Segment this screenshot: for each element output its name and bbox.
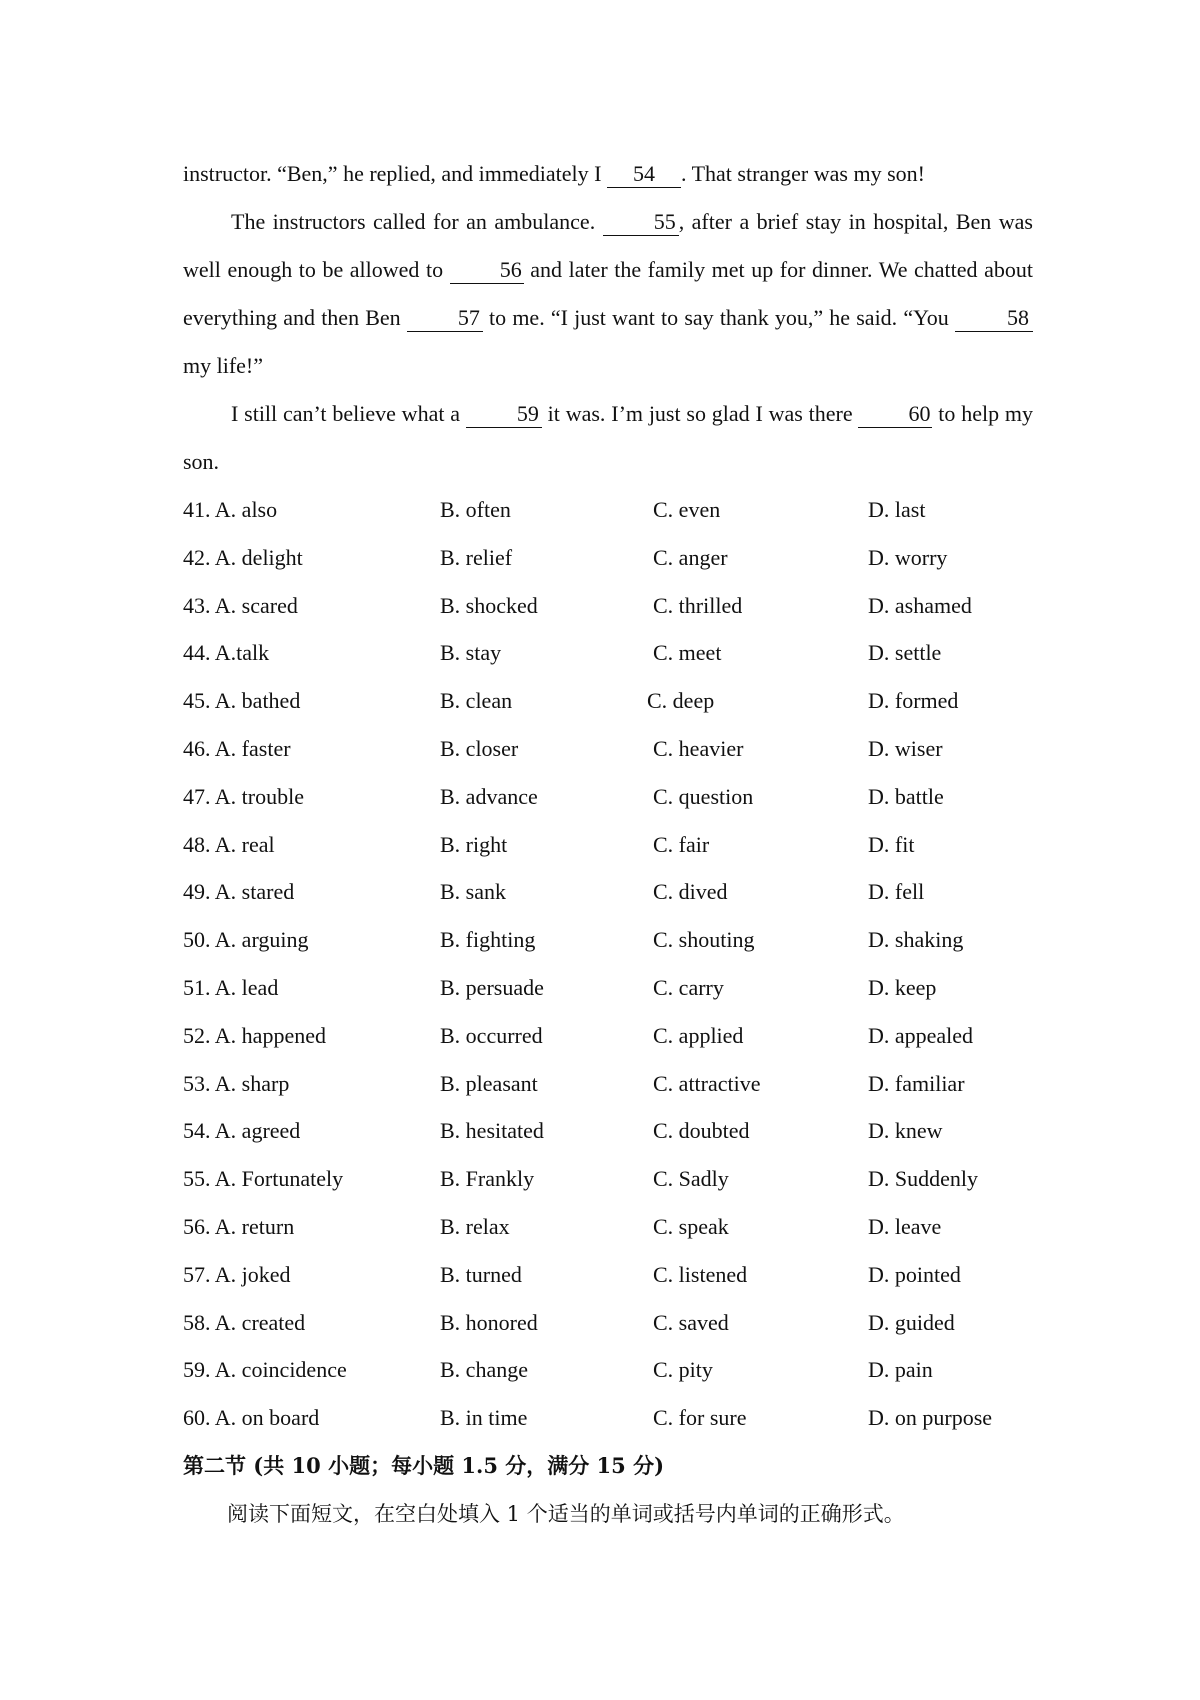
option-d: D. settle	[868, 640, 942, 666]
option-d: D. knew	[868, 1118, 943, 1144]
option-row	[183, 1394, 1033, 1442]
option-d: D. leave	[868, 1213, 942, 1239]
option-d: D. Suddenly	[868, 1166, 978, 1192]
option-c: C. attractive	[653, 1070, 761, 1096]
option-b: B. relief	[440, 544, 513, 570]
option-a: 48. A. real	[183, 831, 275, 857]
option-b: B. clean	[440, 688, 513, 714]
option-c: C. speak	[653, 1213, 729, 1239]
passage-text: it was. I’m just so glad I was there	[541, 401, 859, 426]
option-a: 57. A. joked	[183, 1261, 291, 1287]
blank-56: 56	[450, 257, 524, 284]
option-d: D. battle	[868, 783, 944, 809]
option-d: D. familiar	[868, 1070, 965, 1096]
option-c: C. even	[653, 497, 721, 522]
option-c: C. anger	[653, 544, 728, 570]
option-a: 53. A. sharp	[183, 1070, 290, 1096]
option-row	[183, 582, 1033, 630]
option-row	[183, 821, 1033, 869]
option-row	[183, 1299, 1033, 1347]
option-c: C. carry	[653, 974, 724, 1000]
option-d: D. appealed	[868, 1022, 974, 1048]
option-a: 44. A.talk	[183, 640, 270, 666]
blank-54: 54	[607, 161, 681, 188]
option-c: C. doubted	[653, 1118, 750, 1144]
option-a: 52. A. happened	[183, 1022, 326, 1048]
option-d: D. ashamed	[868, 592, 972, 618]
option-c: C. applied	[653, 1022, 744, 1048]
passage-text: , after a brief stay in hospital, Ben was well enough to be allowed to	[183, 209, 1033, 282]
option-b: B. occurred	[440, 1022, 543, 1048]
option-a: 58. A. created	[183, 1309, 306, 1335]
option-row	[183, 868, 1033, 916]
option-a: 46. A. faster	[183, 735, 291, 761]
passage-text: my life!”	[183, 353, 264, 378]
option-b: B. hesitated	[440, 1118, 544, 1144]
option-c: C. heavier	[653, 735, 744, 761]
option-a: 47. A. trouble	[183, 783, 304, 809]
option-b: B. stay	[440, 640, 502, 666]
option-c: C. shouting	[653, 927, 755, 953]
option-a: 43. A. scared	[183, 592, 298, 618]
option-c: C. saved	[653, 1309, 729, 1335]
passage-text: . That stranger was my son!	[680, 161, 925, 186]
option-c: C. pity	[653, 1357, 713, 1383]
option-b: B. turned	[440, 1261, 522, 1287]
option-a: 60. A. on board	[183, 1405, 320, 1431]
blank-60: 60	[858, 401, 932, 428]
option-d: D. guided	[868, 1309, 955, 1335]
option-c: C. fair	[653, 831, 710, 857]
option-c: C. question	[653, 783, 754, 809]
option-a: 42. A. delight	[183, 544, 303, 570]
option-a: 41. A. also	[183, 497, 278, 522]
option-row	[183, 1203, 1033, 1251]
option-d: D. fell	[868, 879, 925, 905]
blank-58: 58	[955, 305, 1033, 332]
blank-59: 59	[466, 401, 542, 428]
option-row	[183, 1155, 1033, 1203]
option-b: B. often	[440, 497, 511, 522]
option-a: 45. A. bathed	[183, 688, 301, 714]
option-b: B. relax	[440, 1213, 510, 1239]
option-c: C. dived	[653, 879, 728, 905]
option-b: B. fighting	[440, 927, 536, 953]
option-d: D. wiser	[868, 735, 943, 761]
option-c: C. Sadly	[653, 1166, 729, 1192]
option-b: B. shocked	[440, 592, 538, 618]
option-d: D. worry	[868, 544, 948, 570]
passage-paragraph-3	[183, 390, 1033, 486]
option-a: 54. A. agreed	[183, 1118, 301, 1144]
option-row	[183, 1060, 1033, 1108]
option-a: 51. A. lead	[183, 974, 279, 1000]
exam-page	[183, 150, 1033, 1538]
option-b: B. sank	[440, 879, 506, 905]
option-b: B. closer	[440, 735, 519, 761]
option-d: D. on purpose	[868, 1405, 993, 1431]
option-row	[183, 629, 1033, 677]
option-c: C. deep	[647, 688, 715, 714]
option-d: D. shaking	[868, 927, 964, 953]
option-row	[183, 1012, 1033, 1060]
option-row	[183, 964, 1033, 1012]
option-b: B. honored	[440, 1309, 538, 1335]
option-row	[183, 1251, 1033, 1299]
option-b: B. Frankly	[440, 1166, 535, 1192]
option-b: B. advance	[440, 783, 538, 809]
option-d: D. last	[868, 497, 926, 522]
option-row	[183, 1107, 1033, 1155]
option-b: B. change	[440, 1357, 528, 1383]
passage-text: instructor. “Ben,” he replied, and immediately I	[183, 161, 607, 186]
passage-text: The instructors called for an ambulance.	[231, 209, 603, 234]
section-instruction: 阅读下面短文，在空白处填入 1 个适当的单词或括号内单词的正确形式。	[227, 1501, 905, 1526]
option-d: D. pointed	[868, 1261, 961, 1287]
option-d: D. pain	[868, 1357, 933, 1383]
blank-57: 57	[407, 305, 483, 332]
passage-text: to me. “I just want to say thank you,” he said. “You	[482, 305, 955, 330]
option-row	[183, 773, 1033, 821]
option-row	[183, 486, 1033, 534]
option-b: B. persuade	[440, 974, 544, 1000]
option-row	[183, 725, 1033, 773]
passage-text: and later the family met up for dinner. We chatted about everything and then Ben	[183, 257, 1033, 330]
blank-55: 55	[603, 209, 679, 236]
passage-paragraph-1	[183, 150, 1033, 198]
passage-text: to help my son.	[183, 401, 1033, 474]
passage-paragraph-2	[183, 198, 1033, 390]
option-d: D. keep	[868, 974, 937, 1000]
passage-text: I still can’t believe what a	[231, 401, 466, 426]
option-a: 55. A. Fortunately	[183, 1166, 344, 1192]
option-b: B. right	[440, 831, 508, 857]
option-c: C. listened	[653, 1261, 748, 1287]
option-b: B. in time	[440, 1405, 528, 1431]
option-b: B. pleasant	[440, 1070, 538, 1096]
option-c: C. for sure	[653, 1405, 747, 1431]
option-c: C. thrilled	[653, 592, 743, 618]
option-row	[183, 1346, 1033, 1394]
option-row	[183, 677, 1033, 725]
option-row	[183, 916, 1033, 964]
option-a: 50. A. arguing	[183, 927, 309, 953]
section-heading: 第二节 (共 10 小题；每小题 1.5 分，满分 15 分)	[183, 1452, 665, 1478]
option-a: 56. A. return	[183, 1213, 295, 1239]
option-d: D. formed	[868, 688, 959, 714]
option-d: D. fit	[868, 831, 915, 857]
answer-options	[183, 486, 1033, 1442]
option-c: C. meet	[653, 640, 722, 666]
option-a: 59. A. coincidence	[183, 1357, 347, 1383]
option-a: 49. A. stared	[183, 879, 295, 905]
option-row	[183, 534, 1033, 582]
